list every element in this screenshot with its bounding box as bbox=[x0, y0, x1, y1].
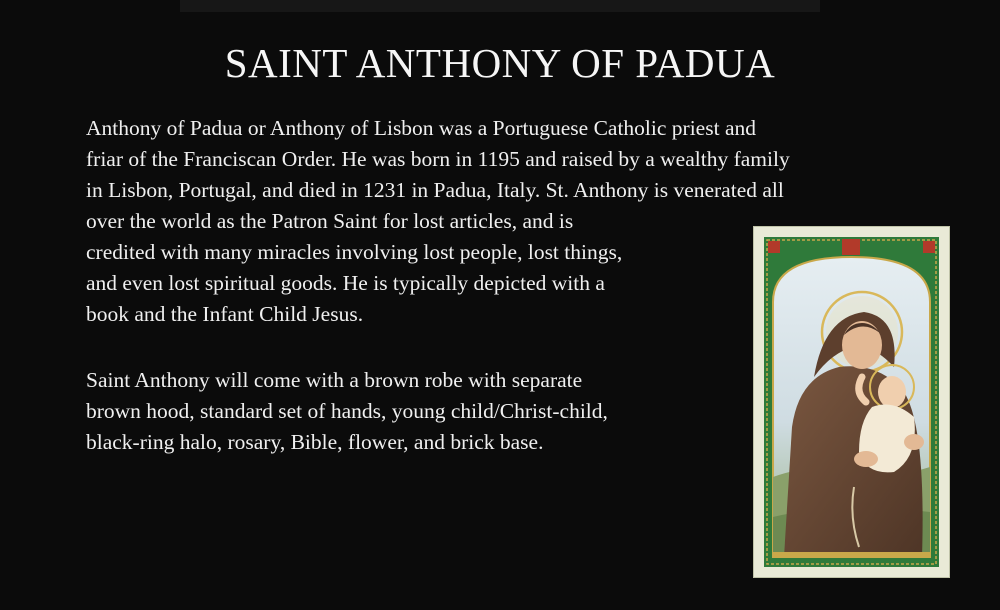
bio-line: book and the Infant Child Jesus. bbox=[86, 302, 364, 326]
bio-line: friar of the Franciscan Order. He was born in 1195 and raised by a wealthy family bbox=[86, 147, 790, 171]
corner-ornament bbox=[768, 241, 780, 253]
corner-ornament bbox=[923, 241, 935, 253]
bio-line: over the world as the Patron Saint for lost articles, and is bbox=[86, 209, 574, 233]
bio-line: Anthony of Padua or Anthony of Lisbon was a Portuguese Catholic priest and bbox=[86, 116, 756, 140]
bio-line: in Lisbon, Portugal, and died in 1231 in Padua, Italy. St. Anthony is venerated all bbox=[86, 178, 784, 202]
child-face bbox=[878, 376, 906, 408]
product-paragraph bbox=[86, 365, 608, 458]
product-line: Saint Anthony will come with a brown robe with separate bbox=[86, 368, 583, 392]
bio-paragraph bbox=[86, 113, 790, 330]
bio-line: and even lost spiritual goods. He is typically depicted with a bbox=[86, 271, 605, 295]
product-line: brown hood, standard set of hands, young child/Christ-child, bbox=[86, 399, 608, 423]
top-strip bbox=[180, 0, 820, 12]
holy-card-image bbox=[753, 226, 950, 578]
page-title: SAINT ANTHONY OF PADUA bbox=[224, 40, 776, 86]
hand bbox=[854, 451, 878, 467]
top-ornament bbox=[842, 239, 860, 255]
bio-line: credited with many miracles involving lost people, lost things, bbox=[86, 240, 623, 264]
product-line: black-ring halo, rosary, Bible, flower, and brick base. bbox=[86, 430, 544, 454]
hand bbox=[904, 434, 924, 450]
saint-anthony-illustration bbox=[754, 227, 949, 577]
saint-face bbox=[842, 321, 882, 369]
